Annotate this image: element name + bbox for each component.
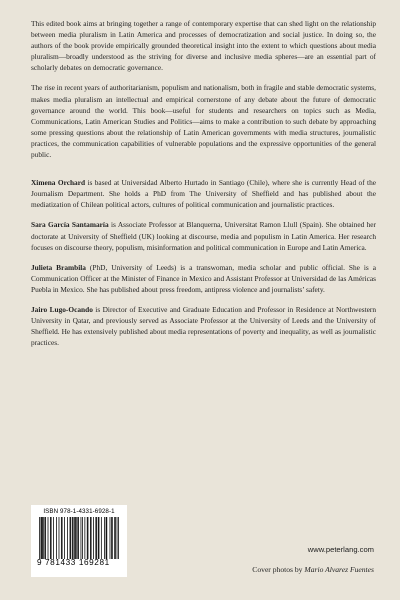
barcode-bar <box>91 517 92 559</box>
barcode-bar <box>43 517 44 559</box>
barcode-bar <box>88 517 89 559</box>
barcode-bar <box>118 517 119 559</box>
barcode-bar <box>74 517 75 559</box>
bio-text: is based at Universidad Alberto Hurtado in Santiago (Chile), where she is currently Head of the Journalism Department. She holds a PhD from The University of Sheffield and has published about the mediatization of Chilean political actors, cultures of political communication and journalistic practices. <box>31 178 377 210</box>
barcode-bar <box>78 517 79 559</box>
barcode-bar <box>90 517 91 559</box>
book-description <box>31 18 376 160</box>
barcode-bar <box>112 517 113 559</box>
contributor-bios <box>31 177 376 348</box>
barcode-bar <box>39 517 40 559</box>
barcode-bar <box>64 517 65 559</box>
bio-text: is Director of Executive and Graduate Education and Professor in Residence at Northwestern University in Qatar, and previously served as Associate Professor at the University of Leeds and the University of Sheffield. He has extensively published about media representations of poverty and inequality, as well as journalistic practices. <box>31 304 376 348</box>
barcode-bar <box>101 517 102 559</box>
description-paragraph-1: This edited book aims at bringing together a range of contemporary expertise that can shed light on the relationship between media pluralism in Latin America and processes of democratization and social justice. In doing so, the authors of the book provide empirically grounded theoretical insight into the extent to which questions about media pluralism—broadly understood as the striving for diverse and inclusive media spheres—are an essential part of scholarly debates on democratic governance. <box>31 19 376 73</box>
barcode-bar <box>56 517 57 559</box>
bio-text: (PhD, University of Leeds) is a transwoman, media scholar and public official. She is a Communication Officer at the Minister of Finance in Mexico and Assistant Professor at Universidad de las Américas Puebla in Mexico. She has published about press freedom, antipress violence and journalists’ safety. <box>31 262 376 294</box>
bio-name: Jairo Lugo-Ocando <box>31 304 93 314</box>
barcode-bar <box>76 517 77 559</box>
bio-jairo-lugo-ocando <box>31 304 376 348</box>
bio-name: Julieta Brambila <box>31 262 86 272</box>
publisher-url[interactable]: www.peterlang.com <box>307 545 374 554</box>
description-paragraph-2: The rise in recent years of authoritarianism, populism and nationalism, both in fragile and stable democratic systems, makes media pluralism an intellectual and empirical cornerstone of any debate about the future of democratic governance around the world. This book—useful for students and researchers on topics such as Media, Communications, Latin American Studies and Politics—aims to make a contribution to such debate by approaching some pressing questions about the relationship of Latin American governments with media structures, journalistic practices, the communication capabilities of vulnerable populations and the expressive opportunities of the general public. <box>31 83 376 160</box>
barcode-bar <box>84 517 85 559</box>
cover-photo-credit <box>252 565 374 574</box>
barcode-bar <box>115 517 116 559</box>
barcode-bar <box>72 517 73 559</box>
bio-ximena-orchard <box>31 177 376 210</box>
barcode-bar <box>98 517 99 559</box>
barcode-bar <box>82 517 83 559</box>
bio-name: Ximena Orchard <box>31 178 86 188</box>
barcode-bar <box>75 517 76 559</box>
barcode-bar <box>41 517 42 559</box>
barcode-bar <box>87 517 88 559</box>
barcode-bar <box>99 517 100 559</box>
barcode-bar <box>106 517 107 559</box>
barcode-bar <box>41 517 42 559</box>
photo-credit-prefix: Cover photos by <box>252 565 305 574</box>
bio-text: is Associate Professor at Blanquerna, Universitat Ramon Llull (Spain). She obtained her doctorate at University of Sheffield (UK) looking at discourse, media and populism in Latin America. Her research focuses on discourse theory, populism, misinformation and political communication in Europe and Latin America. <box>31 220 377 252</box>
photographer-name: Mario Alvarez Fuentes <box>304 565 374 574</box>
barcode-bar <box>59 517 60 559</box>
bio-julieta-brambila <box>31 262 376 295</box>
barcode-bar <box>93 517 94 559</box>
barcode-bar <box>51 517 52 559</box>
isbn-label: ISBN 978-1-4331-6928-1 <box>43 508 115 515</box>
barcode-bar <box>73 517 74 559</box>
barcode-bar <box>81 517 82 559</box>
ean-digits: 9 781433 169281 <box>37 558 110 567</box>
barcode-bar <box>96 517 97 559</box>
barcode-bar <box>111 517 112 559</box>
barcode-bar <box>70 517 71 559</box>
barcode-bar <box>53 517 54 559</box>
barcode-block <box>31 505 127 577</box>
barcode-bar <box>77 517 78 559</box>
barcode-bar <box>114 517 115 559</box>
barcode-bar <box>95 517 96 559</box>
bio-name: Sara García Santamaría <box>31 220 109 230</box>
barcode-bar <box>62 517 63 559</box>
barcode-bar <box>67 517 68 559</box>
bio-sara-garcia-santamaria <box>31 219 376 252</box>
barcode-bars <box>39 517 119 559</box>
barcode-bar <box>61 517 62 559</box>
barcode-bar <box>70 517 71 559</box>
barcode-bar <box>106 517 107 559</box>
barcode-bar <box>110 517 111 559</box>
barcode-bar <box>45 517 46 559</box>
barcode-bar <box>44 517 45 559</box>
barcode-bar <box>48 517 49 559</box>
barcode-bar <box>104 517 105 559</box>
barcode-bar <box>117 517 118 559</box>
barcode-bar <box>50 517 51 559</box>
barcode-bar <box>42 517 43 559</box>
